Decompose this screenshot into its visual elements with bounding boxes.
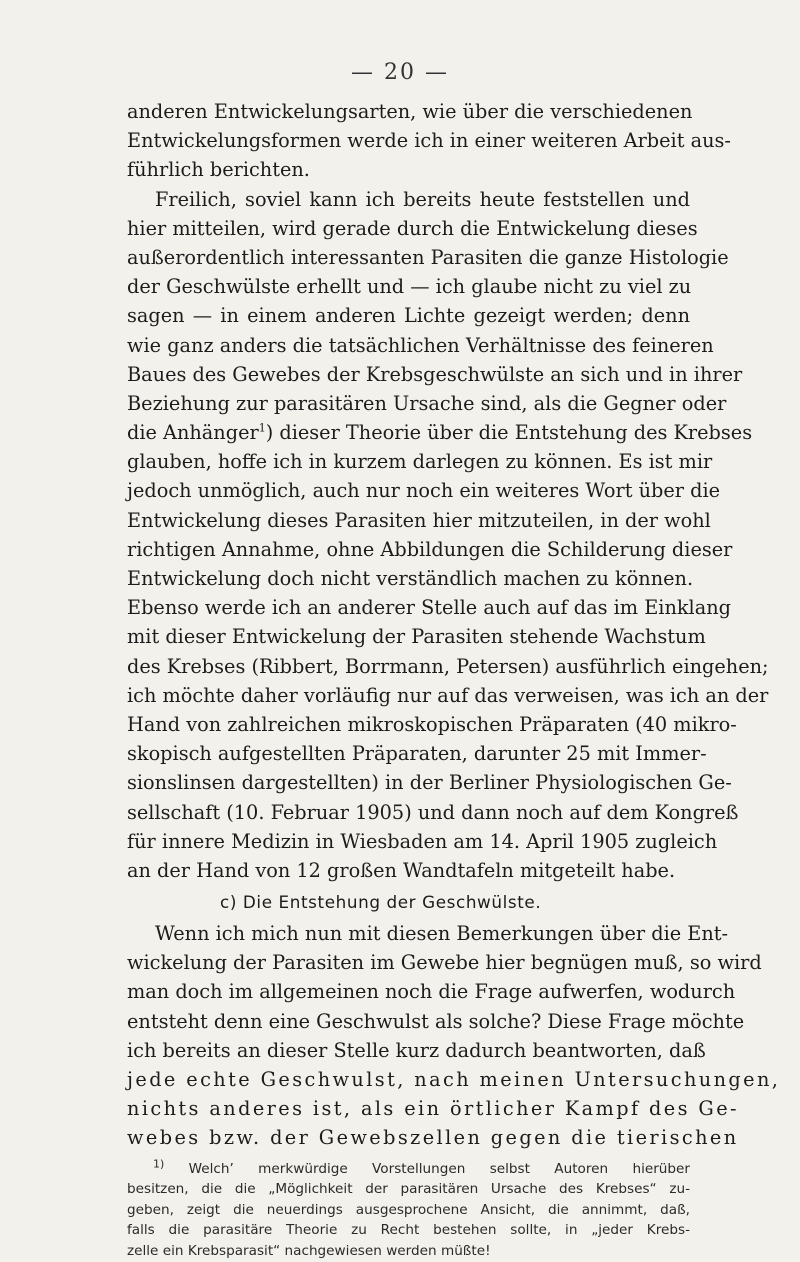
text-line: skopisch aufgestellten Präparaten, darunter 25 mit Immer-	[127, 742, 707, 766]
footnote-text: Welch’ merkwürdige Vorstellungen selbst Autoren hierüber	[188, 1160, 690, 1177]
text-line: jedoch unmöglich, auch nur noch ein weiteres Wort über die	[127, 479, 721, 503]
text-line: Freilich, soviel kann ich bereits heute feststellen und	[155, 187, 690, 211]
text-line: an der Hand von 12 großen Wandtafeln mitgeteilt habe.	[127, 858, 676, 882]
text-line: außerordentlich interessanten Parasiten die ganze Histologie	[127, 245, 729, 269]
footnote-reference: 1	[258, 421, 266, 435]
text-line: führlich berichten.	[127, 158, 310, 182]
text-line: entsteht denn eine Geschwulst als solche? Diese Frage möchte	[127, 1009, 745, 1033]
page-body	[127, 97, 781, 1262]
text-line: Entwickelung dieses Parasiten hier mitzuteilen, in der wohl	[127, 508, 711, 532]
emphasized-line: jede echte Geschwulst, nach meinen Untersuchungen,	[127, 1068, 781, 1091]
footnote-line: falls die parasitäre Theorie zu Recht bestehen sollte, in „jeder Krebs-	[127, 1222, 690, 1239]
text-line: sionslinsen dargestellten) in der Berliner Physiologischen Ge-	[127, 771, 732, 795]
text-line: für innere Medizin in Wiesbaden am 14. April 1905 zugleich	[127, 829, 718, 853]
paragraph-2	[127, 185, 769, 886]
text-line: wickelung der Parasiten im Gewebe hier begnügen muß, so wird	[127, 951, 762, 975]
emphasized-line: webes bzw. der Gewebszellen gegen die tierischen	[127, 1126, 739, 1150]
text-line: glauben, hoffe ich in kurzem darlegen zu können. Es ist mir	[127, 450, 713, 474]
text-line: ich möchte daher vorläufig nur auf das verweisen, was ich an der	[127, 683, 769, 707]
paragraph-1	[127, 97, 731, 185]
text-line: Entwickelung doch nicht verständlich machen zu können.	[127, 567, 694, 590]
text-line: der Geschwülste erhellt und — ich glaube nicht zu viel zu	[127, 275, 692, 299]
text-line: mit dieser Entwickelung der Parasiten stehende Wachstum	[127, 625, 706, 649]
footnote	[127, 1159, 690, 1262]
paragraph-3	[127, 919, 781, 1153]
text-fragment: die Anhänger	[127, 421, 259, 445]
text-line: sagen — in einem anderen Lichte gezeigt werden; denn	[127, 304, 690, 328]
footnote-line: besitzen, die die „Möglichkeit der parasitären Ursache des Krebses“ zu-	[127, 1181, 690, 1198]
text-line: Beziehung zur parasitären Ursache sind, als die Gegner oder	[127, 391, 727, 415]
footnote-line: zelle ein Krebsparasit“ nachgewiesen werden müßte!	[127, 1242, 491, 1259]
footnote-line	[127, 1159, 690, 1180]
text-fragment: ) dieser Theorie über die Entstehung des Krebses	[265, 421, 753, 445]
text-line: Hand von zahlreichen mikroskopischen Präparaten (40 mikro-	[127, 712, 737, 736]
text-line: richtigen Annahme, ohne Abbildungen die Schilderung dieser	[127, 537, 733, 561]
text-line: Baues des Gewebes der Krebsgeschwülste an sich und in ihrer	[127, 362, 743, 386]
text-line: wie ganz anders die tatsächlichen Verhältnisse des feineren	[127, 333, 714, 357]
text-line: hier mitteilen, wird gerade durch die Entwickelung dieses	[127, 216, 698, 240]
text-line: sellschaft (10. Februar 1905) und dann noch auf dem Kongreß	[127, 800, 739, 824]
emphasized-line: nichts anderes ist, als ein örtlicher Kampf des Ge-	[127, 1097, 739, 1121]
section-heading: c) Die Entstehung der Geschwülste.	[220, 892, 542, 913]
text-line: Ebenso werde ich an anderer Stelle auch auf das im Einklang	[127, 596, 731, 620]
page-number: — 20 —	[351, 60, 449, 85]
text-line: anderen Entwickelungsarten, wie über die verschiedenen	[127, 100, 693, 123]
footnote-line: geben, zeigt die neuerdings ausgesprochene Ansicht, die annimmt, daß,	[127, 1201, 690, 1218]
text-line: man doch im allgemeinen noch die Frage aufwerfen, wodurch	[127, 980, 736, 1004]
text-line: des Krebses (Ribbert, Borrmann, Petersen) ausführlich eingehen;	[127, 654, 769, 678]
text-line: ich bereits an dieser Stelle kurz dadurch beantworten, daß	[127, 1038, 706, 1062]
footnote-marker: 1)	[153, 1157, 165, 1171]
text-line: Wenn ich mich nun mit diesen Bemerkungen über die Ent-	[155, 922, 729, 946]
text-line-with-footnote-ref	[127, 418, 753, 447]
text-line: Entwickelungsformen werde ich in einer weiteren Arbeit aus-	[127, 129, 731, 153]
